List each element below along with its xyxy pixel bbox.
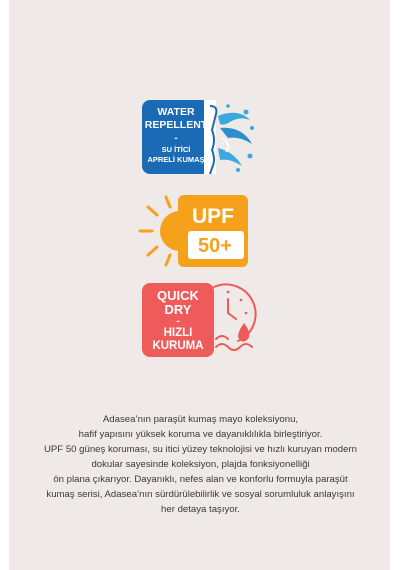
description-line: kumaş serisi, Adasea’nın sürdürülebilirlik ve sosyal sorumluluk anlayışını (46, 489, 355, 500)
water-line4: SU İTİCİ (161, 145, 191, 154)
quick-dry-line1: QUICK (157, 288, 199, 303)
upf-line2: 50+ (198, 235, 232, 257)
water-line5: APRELİ KUMAŞ (147, 155, 205, 164)
sun-icon (140, 197, 180, 265)
description-line: dokular sayesinde koleksiyon, plajda fonksiyonelliği (91, 459, 310, 470)
quick-dry-badge (142, 283, 257, 358)
upf-badge (138, 193, 253, 268)
description-line: hafif yapısını yüksek koruma ve dayanıklılıkla birleştiriyor. (78, 429, 323, 440)
upf-line1: UPF (192, 205, 234, 228)
description-line: her detaya taşıyor. (161, 504, 240, 515)
quick-dry-line2: DRY (164, 302, 192, 317)
quick-dry-line4: HIZLI (163, 327, 193, 339)
product-description (24, 412, 377, 517)
water-splash-icon (210, 104, 254, 174)
description-line: Adasea’nın paraşüt kumaş mayo koleksiyonu, (102, 414, 299, 425)
water-line3: - (174, 133, 178, 144)
description-line: UPF 50 güneş koruması, su itici yüzey teknolojisi ve hızlı kuruyan modern (43, 444, 357, 455)
water-repellent-badge (142, 100, 257, 175)
water-line1: WATER (157, 106, 195, 118)
quick-dry-line3: - (176, 316, 180, 327)
description-line: ön plana çıkarıyor. Dayanıklı, nefes alan ve konforlu formuyla paraşüt (53, 474, 348, 485)
clock-drop-icon (214, 284, 256, 350)
water-line2: REPELLENT (144, 119, 208, 131)
quick-dry-line5: KURUMA (152, 340, 204, 352)
